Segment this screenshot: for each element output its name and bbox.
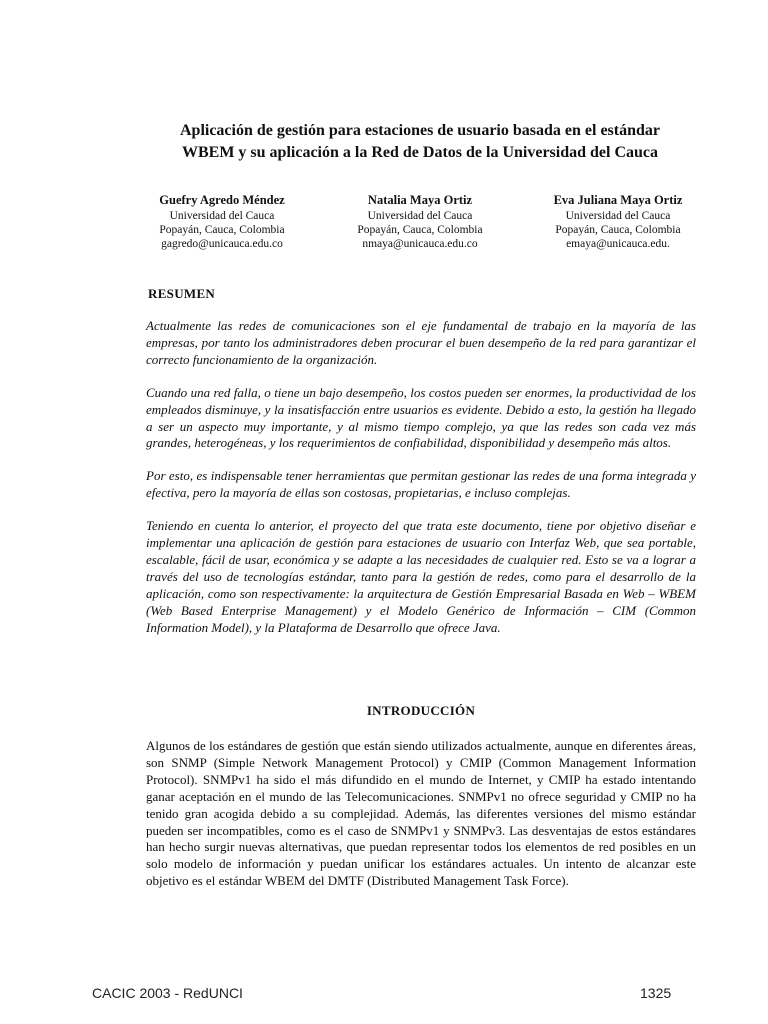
- introduction-paragraph: Algunos de los estándares de gestión que están siendo utilizados actualmente, aunque en diferentes áreas, son SNMP (Simple Network Management Protocol) y CMIP (Common Management Information Protocol). SNMPv1 ha sido el más difundido en el mundo de Internet, y CMIP ha estado intentando ganar aceptación en el mundo de las Telecomunicaciones. SNMPv1 no ofrece seguridad y CMIP no ha tenido gran acogida debido a su complejidad. Además, las diferentes versiones del mismo estándar pueden ser incompatibles, como es el caso de SNMPv1 y SNMPv3. Las desventajas de estos estándares han hecho surgir nuevas alternativas, que puedan representar todos los elementos de red posibles en un solo modelo de información y puedan unificar los estándares actuales. Un intento de alcanzar este objetivo es el estándar WBEM del DMTF (Distributed Management Task Force).: [146, 738, 696, 889]
- abstract-paragraph: Actualmente las redes de comunicaciones son el eje fundamental de trabajo en la mayoría de las empresas, por tanto los administradores deben procurar el buen desempeño de la red para garantizar el correcto funcionamiento de la organización.: [146, 318, 696, 367]
- title-line-1: Aplicación de gestión para estaciones de usuario basada en el estándar: [179, 122, 660, 139]
- author-email: gagredo@unicauca.edu.co: [161, 238, 283, 250]
- author-affiliation: Universidad del Cauca: [367, 210, 473, 222]
- author-2: [328, 192, 512, 251]
- introduction-body: [146, 738, 696, 890]
- abstract-paragraph: Cuando una red falla, o tiene un bajo desempeño, los costos pueden ser enormes, la productividad de los empleados disminuye, y la insatisfacción entre usuarios es evidente. Debido a esto, la gestión ha llegado a ser un aspecto muy importante, y al mismo tiempo complejo, ya que las redes son cada vez más grandes, heterogéneas, y los requerimientos de confiabilidad, disponibilidad y desempeño más altos.: [146, 384, 696, 451]
- author-1: [130, 192, 314, 251]
- introduction-heading: INTRODUCCIÓN: [366, 703, 476, 718]
- author-name: Eva Juliana Maya Ortiz: [553, 193, 683, 207]
- author-3: [522, 192, 714, 251]
- author-email: nmaya@unicauca.edu.co: [362, 238, 478, 250]
- footer-conference: CACIC 2003 - RedUNCI: [92, 985, 243, 1001]
- author-affiliation: Universidad del Cauca: [565, 210, 671, 222]
- author-email: emaya@unicauca.edu.: [566, 238, 670, 250]
- author-name: Natalia Maya Ortiz: [367, 193, 473, 207]
- abstract-body: [146, 318, 696, 653]
- abstract-paragraph: Teniendo en cuenta lo anterior, el proyecto del que trata este documento, tiene por objetivo diseñar e implementar una aplicación de gestión para estaciones de usuario con Interfaz Web, que sea portable, escalable, fácil de usar, económica y se adapte a las necesidades de cualquier red. Esto se va a lograr a través del uso de tecnologías estándar, tanto para la gestión de redes, como para el desarrollo de la aplicación, como son respectivamente: la arquitectura de Gestión Empresarial Basada en Web – WBEM (Web Based Enterprise Management) y el Modelo Genérico de Información – CIM (Common Information Model), y la Plataforma de Desarrollo que ofrece Java.: [146, 518, 696, 635]
- author-affiliation: Universidad del Cauca: [169, 210, 275, 222]
- author-name: Guefry Agredo Méndez: [159, 193, 285, 207]
- paper-title: [120, 120, 720, 164]
- author-location: Popayán, Cauca, Colombia: [357, 224, 483, 236]
- footer-page-number: 1325: [640, 985, 672, 1001]
- author-location: Popayán, Cauca, Colombia: [555, 224, 681, 236]
- abstract-heading: RESUMEN: [148, 286, 216, 301]
- author-location: Popayán, Cauca, Colombia: [159, 224, 285, 236]
- title-line-2: WBEM y su aplicación a la Red de Datos de la Universidad del Cauca: [181, 144, 659, 161]
- author-block: [0, 192, 768, 262]
- abstract-paragraph: Por esto, es indispensable tener herramientas que permitan gestionar las redes de una forma integrada y efectiva, pero la mayoría de ellas son costosas, propietarias, e incluso complejas.: [146, 468, 696, 501]
